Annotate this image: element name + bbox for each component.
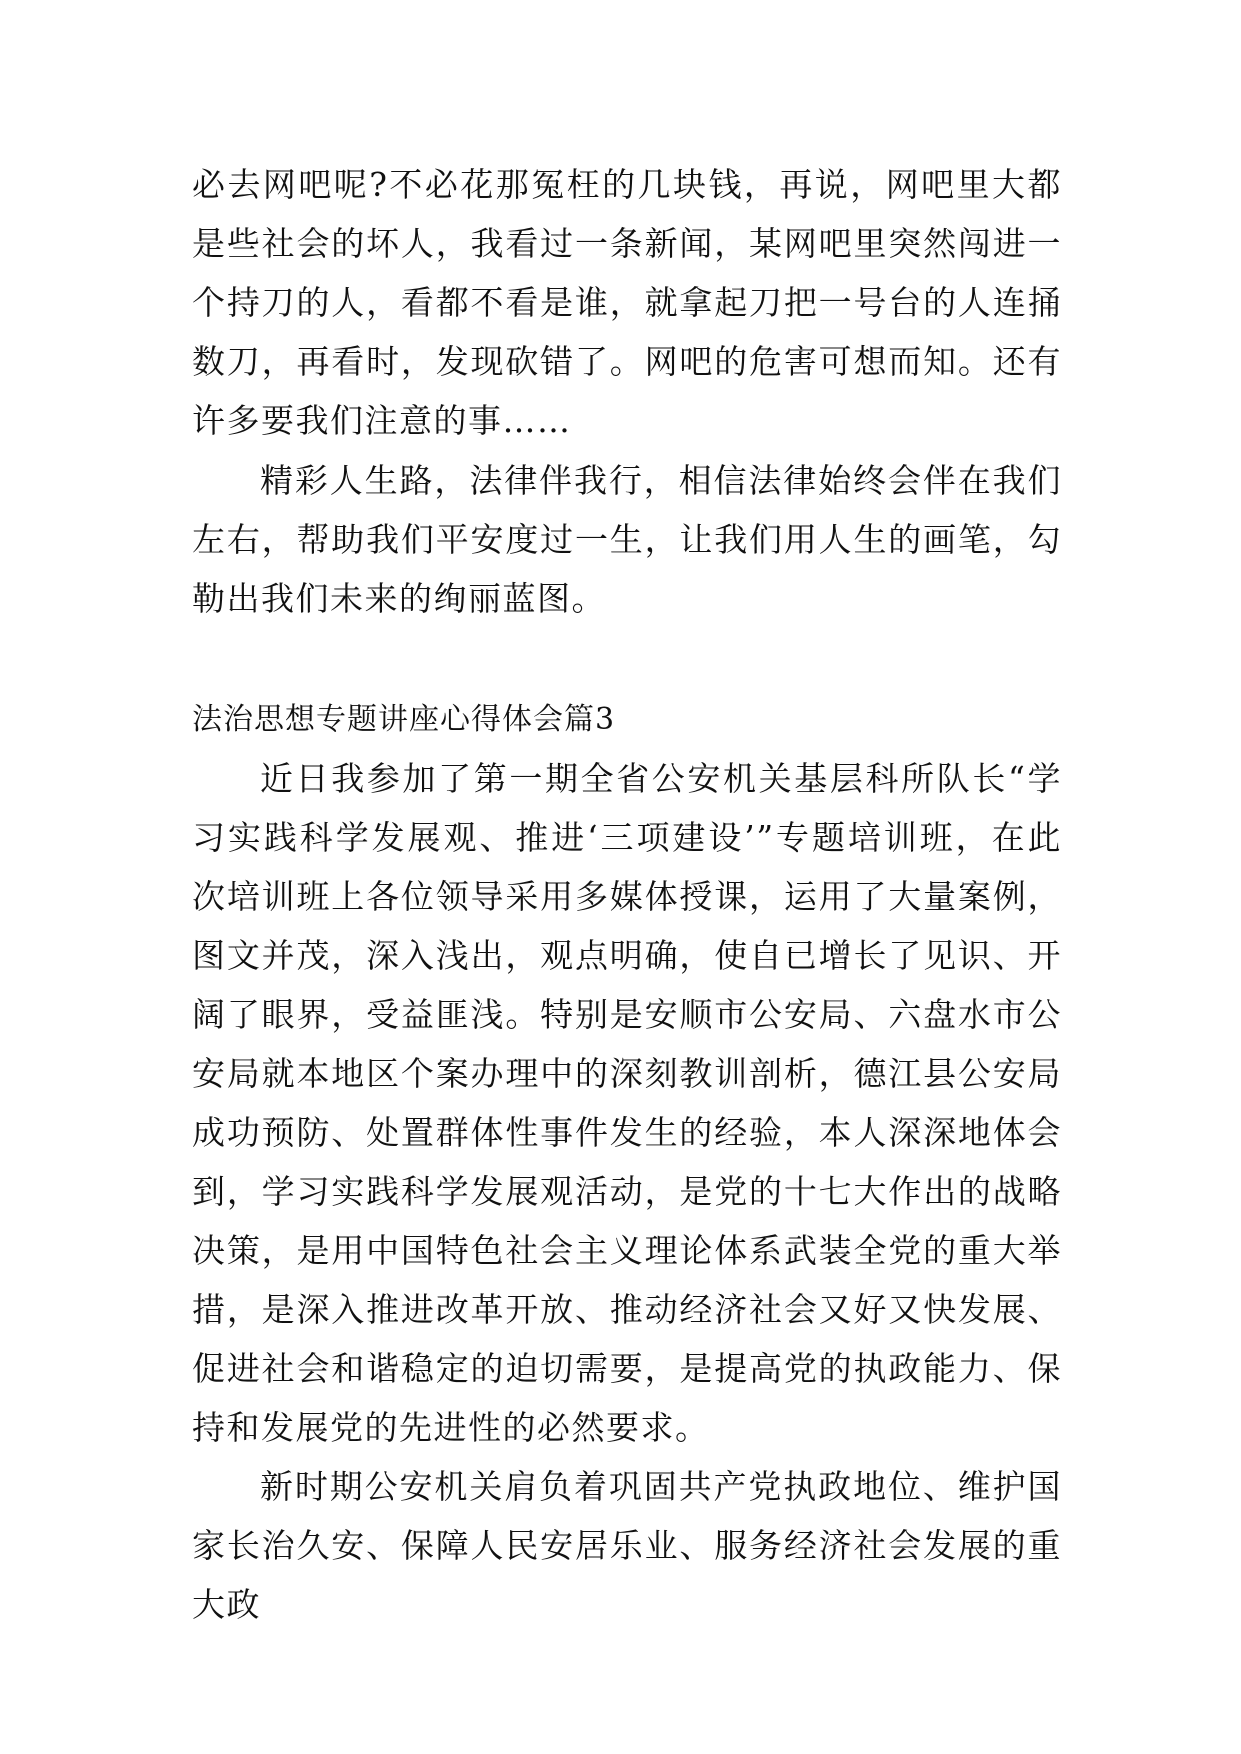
paragraph-training-reflection: 近日我参加了第一期全省公安机关基层科所队长“学习实践科学发展观、推进‘三项建设’”专题培训班，在此次培训班上各位领导采用多媒体授课，运用了大量案例，图文并茂，深入浅出，观点明确，使自已增长了见识、开阔了眼界，受益匪浅。特别是安顺市公安局、六盘水市公安局就本地区个案办理中的深刻教训剖析，德江县公安局成功预防、处置群体性事件发生的经验，本人深深地体会到，学习实践科学发展观活动，是党的十七大作出的战略决策，是用中国特色社会主义理论体系武装全党的重大举措，是深入推进改革开放、推动经济社会又好又快发展、促进社会和谐稳定的迫切需要，是提高党的执政能力、保持和发展党的先进性的必然要求。 [192, 759, 1062, 1447]
paragraph-internet-cafe-continued: 必去网吧呢?不必花那冤枉的几块钱，再说，网吧里大都是些社会的坏人，我看过一条新闻，某网吧里突然闯进一个持刀的人，看都不看是谁，就拿起刀把一号台的人连捅数刀，再看时，发现砍错了。网吧的危害可想而知。还有许多要我们注意的事…… [192, 165, 1062, 440]
section-title: 法治思想专题讲座心得体会篇3 [192, 702, 616, 737]
paragraph-law-companion: 精彩人生路，法律伴我行，相信法律始终会伴在我们左右，帮助我们平安度过一生，让我们用人生的画笔，勾勒出我们未来的绚丽蓝图。 [192, 461, 1062, 618]
paragraph-new-era-police: 新时期公安机关肩负着巩固共产党执政地位、维护国家长治久安、保障人民安居乐业、服务经济社会发展的重大政 [192, 1467, 1062, 1624]
document-body [192, 155, 1062, 1634]
